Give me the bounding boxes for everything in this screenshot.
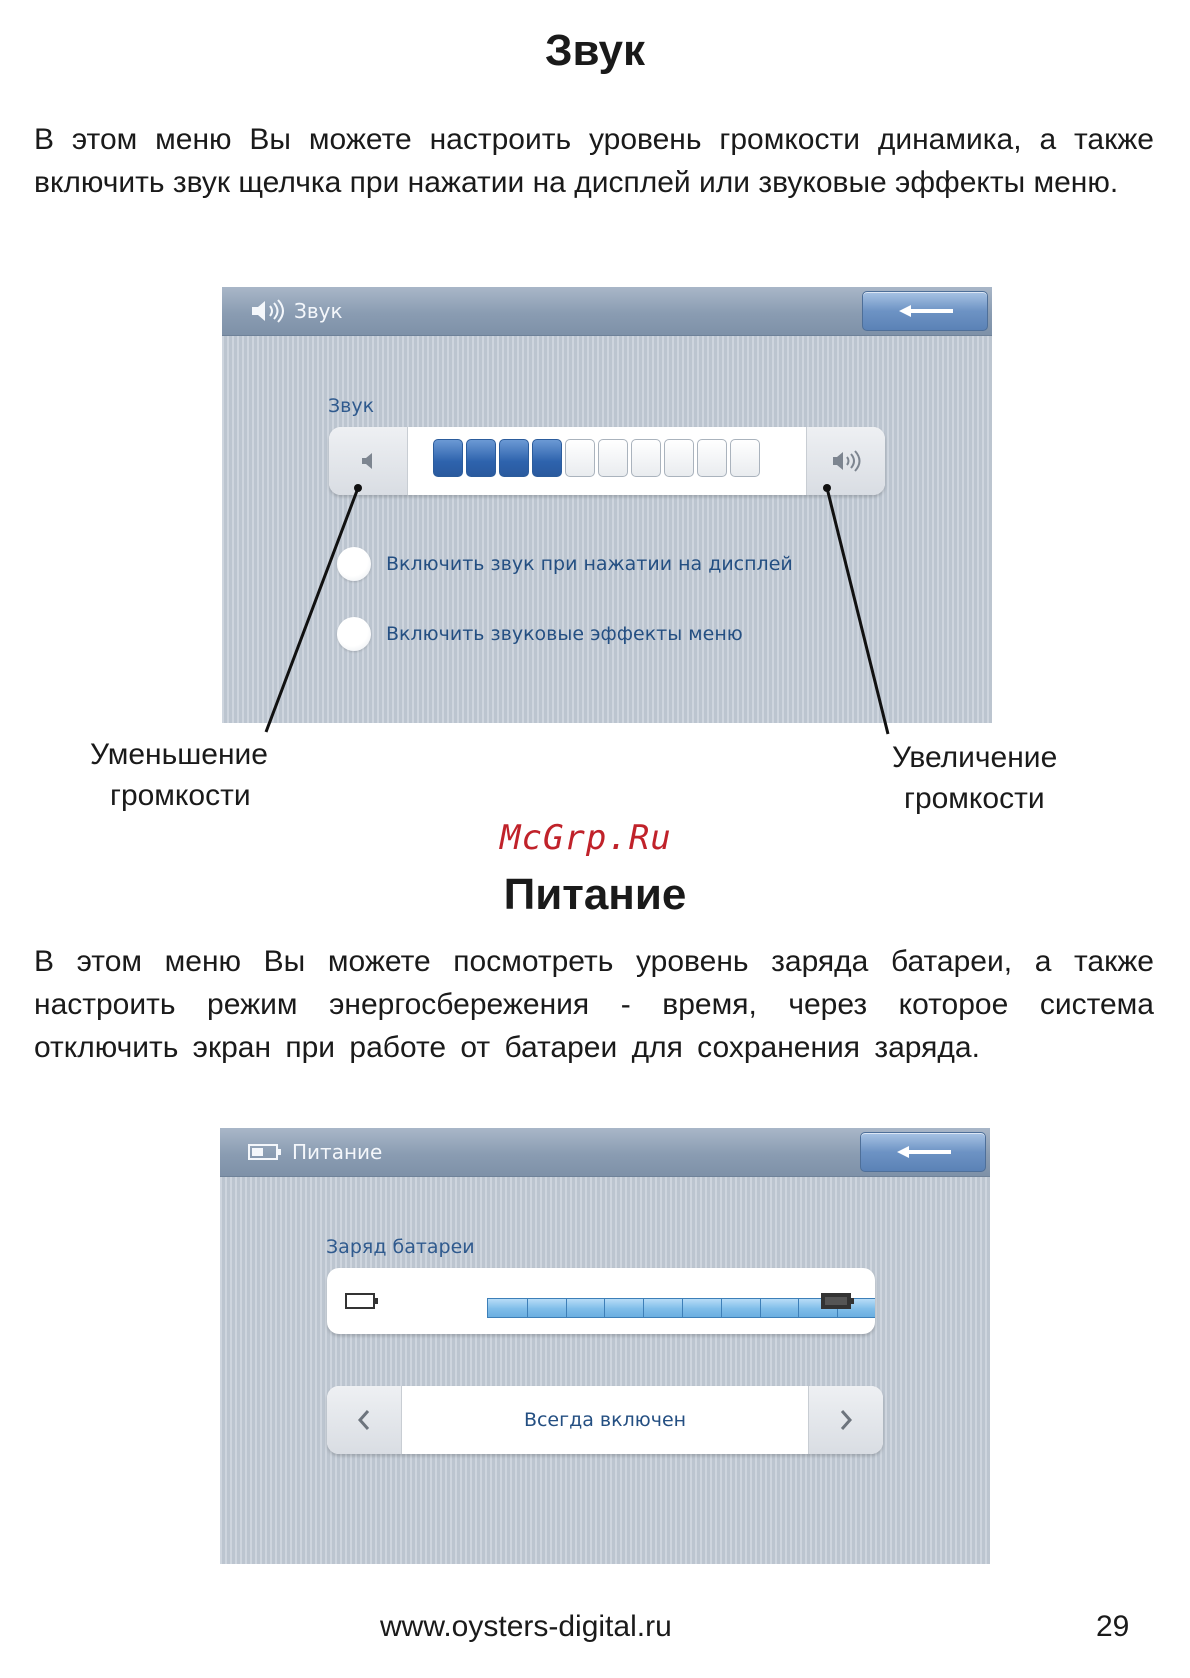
increase-caption: [892, 737, 1057, 819]
decrease-caption-line1: Уменьшение: [90, 738, 268, 771]
decrease-caption: [90, 734, 268, 816]
power-heading: Питание: [503, 870, 687, 919]
footer-url[interactable]: www.oysters-digital.ru: [380, 1610, 672, 1643]
battery-icon: [248, 1143, 284, 1166]
battery-segment-divider: [798, 1299, 799, 1317]
battery-indicator: [327, 1268, 875, 1334]
sound-heading: Звук: [544, 26, 645, 75]
battery-level-bar: [487, 1298, 875, 1318]
decrease-callout-line: [266, 488, 358, 732]
power-mode-selector: [327, 1386, 883, 1454]
power-description: В этом меню Вы можете посмотреть уровень заряда батареи, а также настроить режим энергосбережения - время, через которое система отключить экран при работе от батареи для сохранения заряда.: [34, 945, 1154, 1064]
battery-segment-divider: [682, 1299, 683, 1317]
increase-callout-line: [827, 488, 888, 734]
screen-title: Питание: [292, 1140, 383, 1164]
battery-segment-divider: [566, 1299, 567, 1317]
increase-caption-line2: громкости: [904, 782, 1045, 815]
decrease-caption-line2: громкости: [110, 779, 251, 812]
page-number: 29: [1096, 1610, 1130, 1643]
title-bar: [220, 1128, 990, 1177]
power-screen: [220, 1128, 990, 1564]
battery-segment-divider: [643, 1299, 644, 1317]
option-label-click-sound[interactable]: Включить звук при нажатии на дисплей: [386, 553, 793, 575]
battery-segment-divider: [527, 1299, 528, 1317]
sound-description: В этом меню Вы можете настроить уровень громкости динамика, а также включить звук щелчка при нажатии на дисплей или звуковые эффекты меню.: [34, 123, 1154, 199]
battery-segment-divider: [604, 1299, 605, 1317]
back-button[interactable]: [860, 1132, 986, 1172]
watermark: McGrp.Ru: [500, 818, 672, 858]
mode-prev-button[interactable]: [327, 1386, 402, 1454]
increase-caption-line1: Увеличение: [892, 741, 1058, 774]
battery-empty-icon: [345, 1292, 381, 1310]
chevron-left-icon: [357, 1409, 371, 1431]
option-label-menu-effects[interactable]: Включить звуковые эффекты меню: [386, 623, 743, 645]
callout-lines: [0, 0, 1190, 800]
battery-segment-divider: [721, 1299, 722, 1317]
volume-label: Звук: [328, 395, 375, 417]
chevron-right-icon: [839, 1409, 853, 1431]
decrease-callout-dot: [354, 484, 362, 492]
screen-title: Звук: [294, 299, 343, 323]
battery-label: Заряд батареи: [326, 1236, 475, 1258]
arrow-left-icon: [895, 1144, 953, 1160]
mode-value: Всегда включен: [523, 1409, 687, 1431]
increase-callout-dot: [823, 484, 831, 492]
battery-segment-divider: [760, 1299, 761, 1317]
mode-next-button[interactable]: [808, 1386, 883, 1454]
battery-full-icon: [821, 1292, 857, 1310]
